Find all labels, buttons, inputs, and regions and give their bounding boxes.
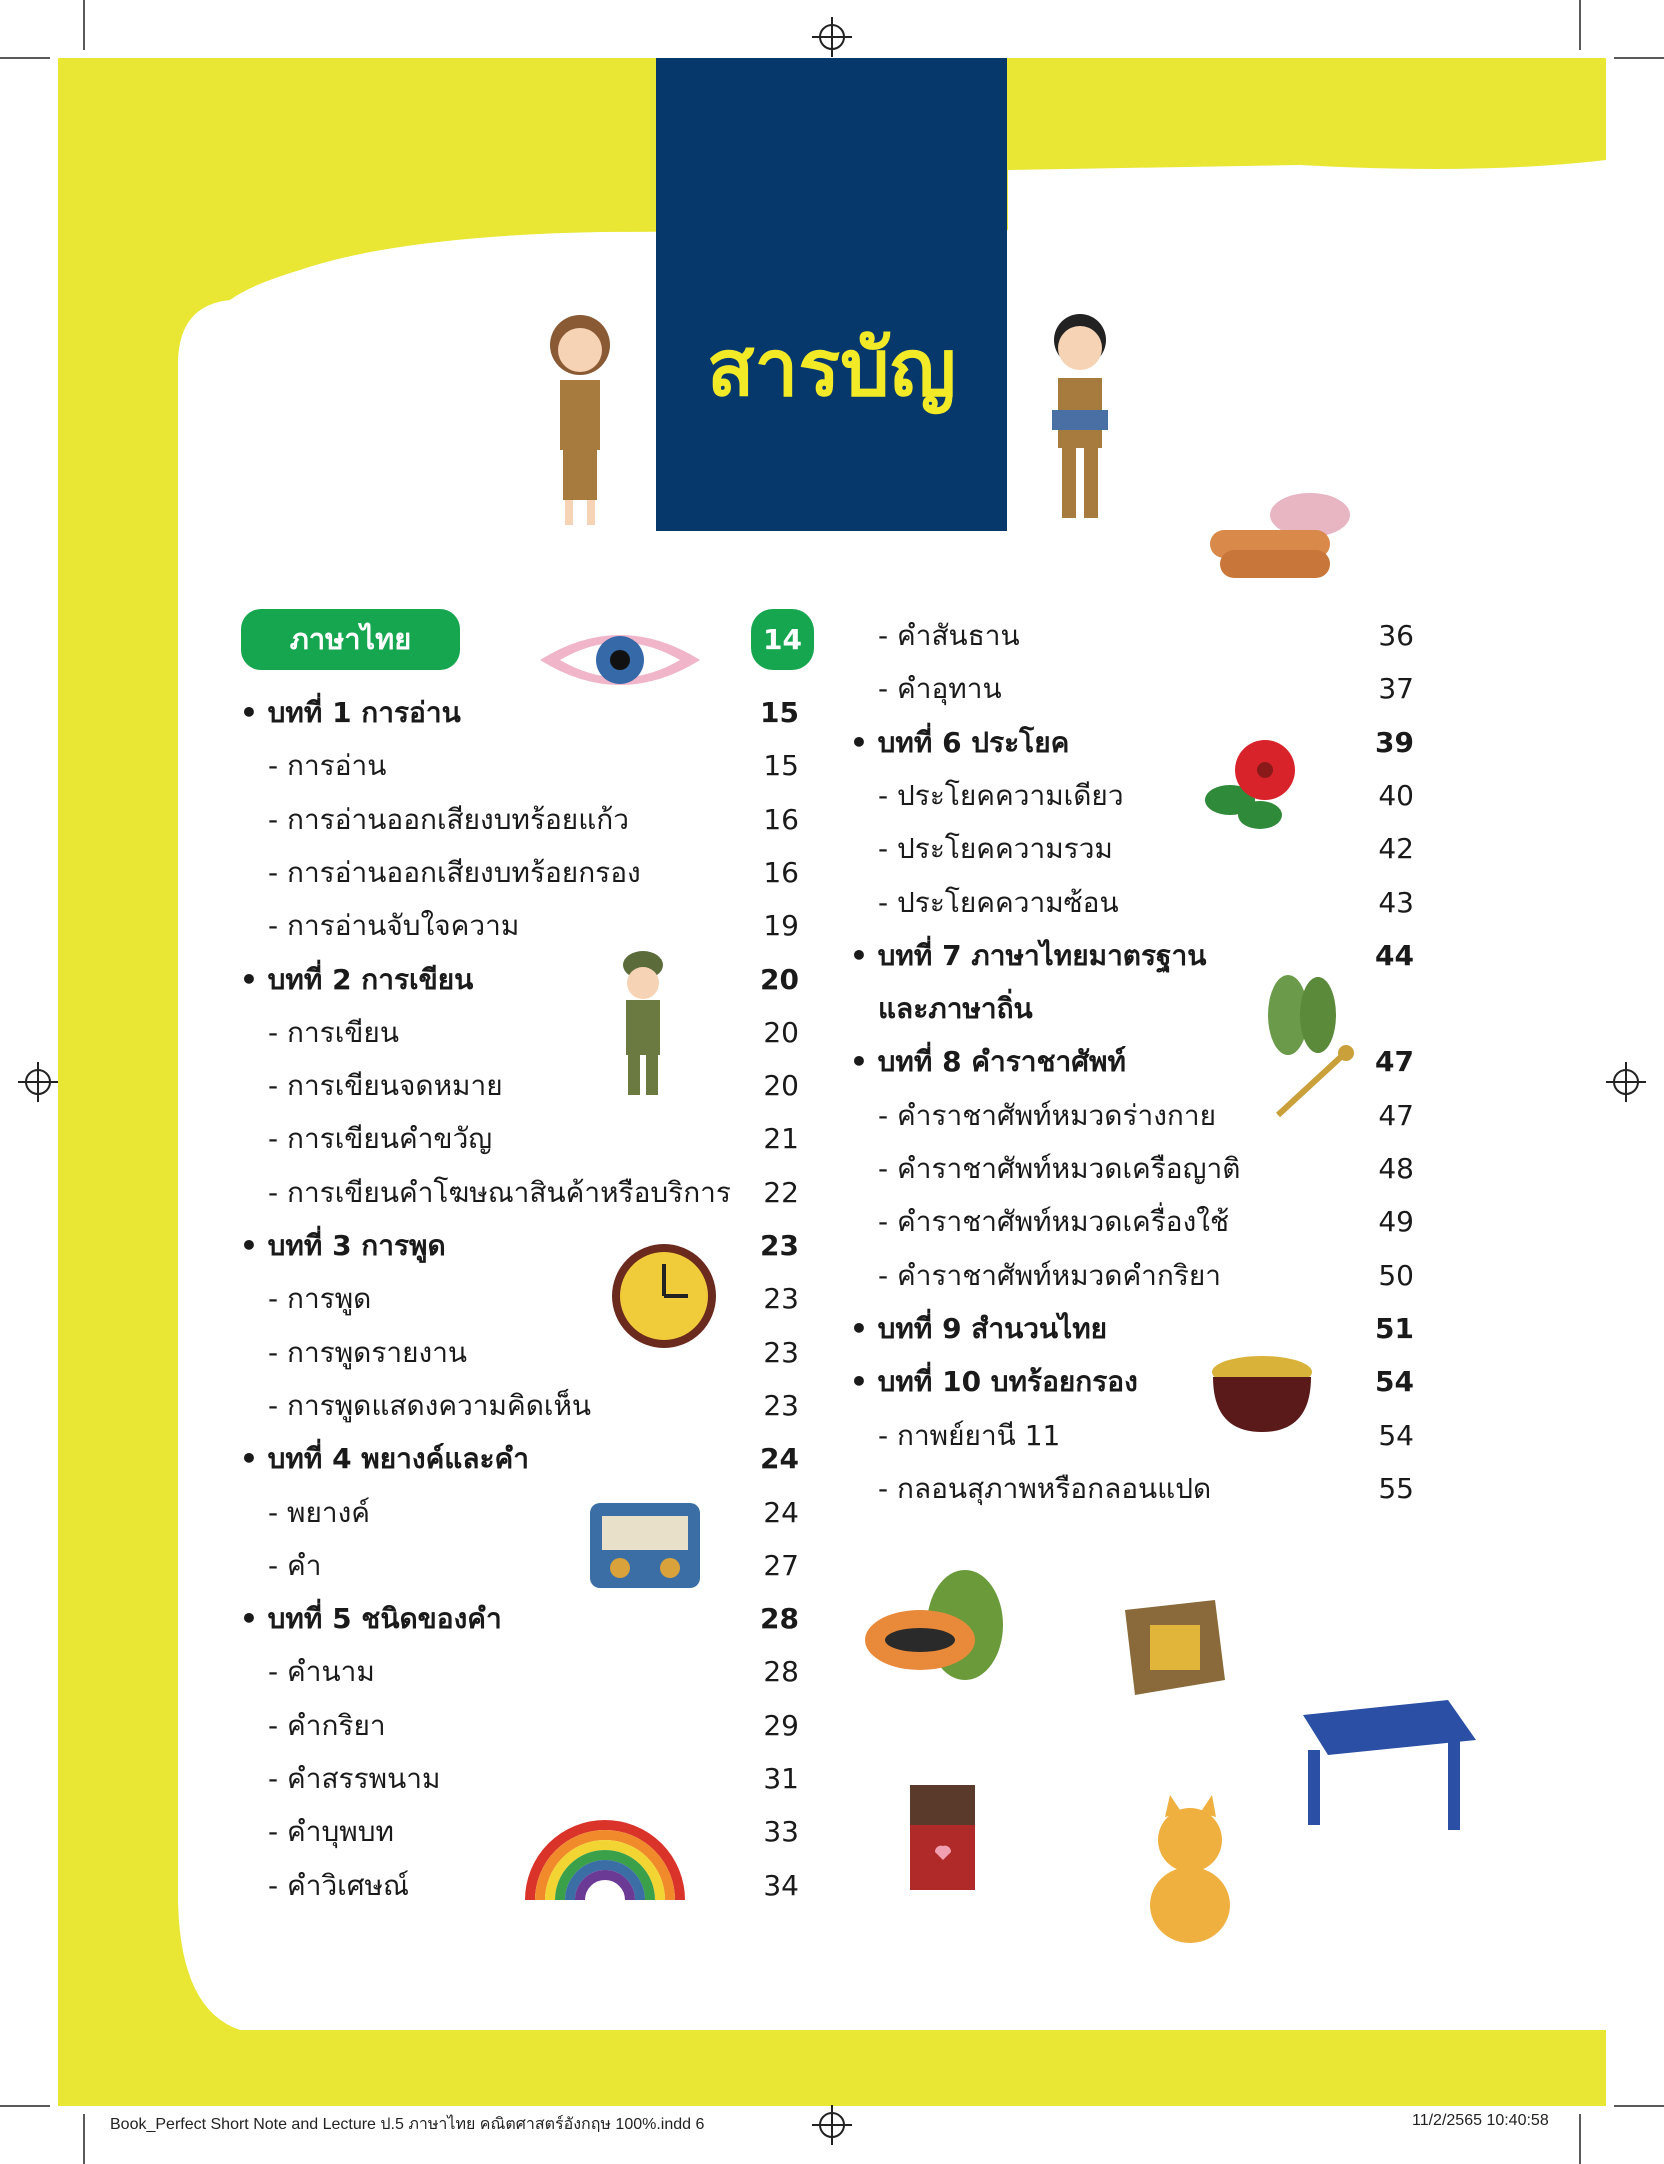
rolls-snack-illustration: [1200, 485, 1355, 585]
table-illustration: [1298, 1695, 1480, 1840]
toc-entry-page: 40: [1378, 778, 1414, 812]
toc-entry-title: - การอ่าน: [268, 749, 387, 783]
toc-entry-title: - พยางค์: [268, 1495, 370, 1529]
toc-entry-page: 24: [760, 1442, 799, 1476]
toc-entry-page: 23: [760, 1229, 799, 1262]
toc-entry-title: - การพูดแสดงความคิดเห็น: [268, 1388, 592, 1422]
toc-entry-title: - คำ: [268, 1548, 322, 1582]
toc-entry-title: - การพูดรายงาน: [268, 1335, 468, 1369]
toc-entry-page: 39: [1375, 725, 1414, 759]
toc-entry-page: 22: [763, 1175, 799, 1209]
toc-entry-page: 54: [1378, 1418, 1414, 1452]
soldier-illustration: [608, 945, 678, 1100]
toc-entry-page: 42: [1378, 832, 1414, 866]
toc-entry-page: 44: [1375, 938, 1414, 972]
toc-entry-page: 55: [1378, 1471, 1414, 1505]
toc-entry-title: • บทที่ 9 สำนวนไทย: [850, 1311, 1108, 1345]
toc-entry-title: - ประโยคความเดียว: [878, 778, 1124, 812]
toc-entry-page: 29: [763, 1708, 799, 1742]
toc-entry-page: 16: [763, 855, 799, 889]
toc-entry-page: 43: [1378, 885, 1414, 919]
toc-entry-title: - กลอนสุภาพหรือกลอนแปด: [878, 1471, 1212, 1505]
toc-entry-title: • บทที่ 6 ประโยค: [850, 725, 1070, 759]
toc-entry-page: 23: [763, 1335, 799, 1369]
toc-entry-title: - การเขียนจดหมาย: [268, 1069, 503, 1103]
toc-entry-page: 20: [763, 1015, 799, 1049]
toc-entry-title: - การอ่านออกเสียงบทร้อยกรอง: [268, 855, 641, 889]
chocolate-illustration: [905, 1780, 980, 1895]
toc-entry-page: 37: [1378, 672, 1414, 706]
radio-illustration: [570, 1488, 725, 1598]
page-title: สารบัญ: [706, 324, 957, 414]
toc-entry-title: - คำนาม: [268, 1655, 375, 1689]
toc-entry-page: 47: [1378, 1098, 1414, 1132]
toc-entry-page: 19: [763, 909, 799, 943]
toc-entry-title: - คำกริยา: [268, 1708, 386, 1742]
toc-entry-page: 20: [760, 962, 799, 996]
toc-entry-title: • บทที่ 2 การเขียน: [240, 962, 474, 996]
toc-entry-title: - การเขียนคำโฆษณาสินค้าหรือบริการ: [268, 1175, 731, 1209]
toc-entry-page: 23: [763, 1388, 799, 1422]
toc-entry-title: - ประโยคความรวม: [878, 832, 1113, 866]
toc-entry-title: • บทที่ 10 บทร้อยกรอง: [850, 1365, 1138, 1399]
toc-entry-page: 34: [763, 1868, 799, 1902]
section-page-number: 14: [751, 609, 814, 670]
teacher-woman-illustration: [535, 300, 625, 530]
toc-entry-title: - คำอุทาน: [878, 672, 1002, 706]
toc-entry-title: - คำสรรพนาม: [268, 1762, 441, 1795]
cat-illustration: [1120, 1795, 1250, 1945]
section-label-thai[interactable]: ภาษาไทย: [241, 609, 460, 670]
toc-entry-page: 47: [1375, 1045, 1414, 1079]
toc-entry-title: - กาพย์ยานี 11: [878, 1418, 1061, 1452]
toc-entry-title: - คำราชาศัพท์หมวดคำกริยา: [878, 1258, 1222, 1292]
toc-entry-title: - การอ่านออกเสียงบทร้อยแก้ว: [268, 802, 629, 836]
toc-entry-title: • บทที่ 1 การอ่าน: [240, 696, 461, 729]
dragonfly-illustration: [1258, 975, 1363, 1125]
toc-entry-page: 23: [763, 1282, 799, 1316]
eye-illustration: [530, 620, 710, 700]
toc-entry-title: - การอ่านจับใจความ: [268, 909, 520, 943]
papaya-illustration: [865, 1565, 1010, 1685]
toc-entry-title: • บทที่ 4 พยางค์และคำ: [240, 1442, 529, 1476]
toc-entry-page: 15: [760, 696, 799, 729]
toc-entry-page: 51: [1375, 1311, 1414, 1345]
toc-entry-page: 27: [763, 1548, 799, 1582]
toc-entry-title: - การเขียน: [268, 1015, 399, 1049]
toc-entry-page: 49: [1378, 1205, 1414, 1239]
toc-entry-page: 16: [763, 802, 799, 836]
toc-entry-title: • บทที่ 7 ภาษาไทยมาตรฐาน: [850, 938, 1207, 972]
toc-entry-page: 21: [763, 1122, 799, 1156]
toc-entry-title: และภาษาถิ่น: [878, 992, 1033, 1026]
toc-entry-title: - คำราชาศัพท์หมวดเครือญาติ: [878, 1152, 1241, 1185]
toc-entry-title: - คำบุพบท: [268, 1815, 394, 1849]
teacher-man-illustration: [1030, 300, 1130, 535]
toc-entry-title: - การเขียนคำขวัญ: [268, 1122, 493, 1156]
toc-entry-title: - การพูด: [268, 1282, 372, 1316]
toc-entry-title: • บทที่ 5 ชนิดของคำ: [240, 1602, 502, 1636]
toc-entry-page: 48: [1378, 1152, 1414, 1185]
footer-timestamp: 11/2/2565 10:40:58: [1412, 2112, 1549, 2129]
hibiscus-illustration: [1200, 725, 1310, 835]
toc-entry-page: 33: [763, 1815, 799, 1849]
pot-illustration: [1205, 1352, 1320, 1437]
footer-file-name: Book_Perfect Short Note and Lecture ป.5 ภาษาไทย คณิตศาสตร์อังกฤษ 100%.indd 6: [110, 2116, 705, 2133]
toc-entry-title: - คำสันธาน: [878, 619, 1020, 652]
toc-entry-title: • บทที่ 3 การพูด: [240, 1229, 446, 1262]
wrapped-snack-illustration: [1105, 1570, 1235, 1710]
toc-entry-page: 28: [763, 1655, 799, 1689]
toc-entry-page: 15: [763, 749, 799, 783]
toc-entry-page: 24: [763, 1495, 799, 1529]
toc-entry-title: - คำราชาศัพท์หมวดร่างกาย: [878, 1098, 1216, 1132]
toc-entry-page: 31: [763, 1762, 799, 1795]
toc-entry-title: - คำราชาศัพท์หมวดเครื่องใช้: [878, 1205, 1229, 1239]
title-block: [656, 58, 1007, 531]
rainbow-illustration: [520, 1800, 690, 1910]
toc-entry-title: - ประโยคความซ้อน: [878, 885, 1119, 919]
toc-entry-page: 50: [1378, 1258, 1414, 1292]
toc-entry-page: 28: [760, 1602, 799, 1636]
toc-entry-title: - คำวิเศษณ์: [268, 1868, 409, 1902]
toc-entry-title: • บทที่ 8 คำราชาศัพท์: [850, 1045, 1126, 1079]
toc-entry-page: 20: [763, 1069, 799, 1103]
toc-entry-page: 36: [1378, 619, 1414, 652]
toc-entry-page: 54: [1375, 1365, 1414, 1399]
clock-illustration: [608, 1240, 720, 1352]
